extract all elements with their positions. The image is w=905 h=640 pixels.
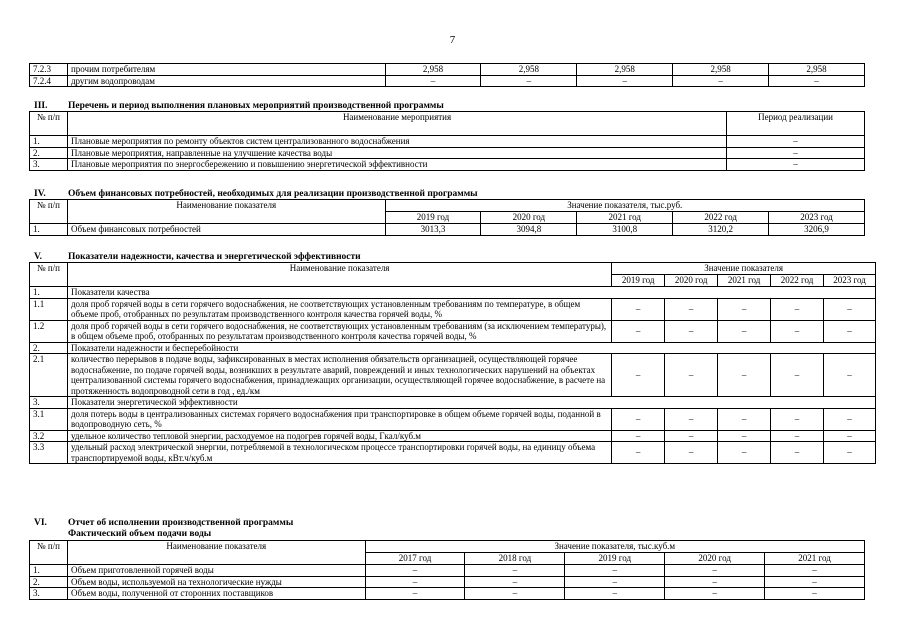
section4-header-num: № п/п [30, 200, 68, 224]
row-number: 3. [30, 397, 68, 409]
row-value: – [565, 588, 665, 600]
table-row [30, 442, 876, 464]
row-number: 3.3 [30, 442, 68, 464]
row-name: другим водопроводам [67, 75, 385, 87]
table-row [30, 64, 865, 76]
row-value: 3206,9 [769, 224, 865, 236]
year-header: 2021 год [718, 275, 771, 287]
row-value: 3120,2 [673, 224, 769, 236]
row-value: – [771, 354, 824, 397]
year-header: 2022 год [673, 212, 769, 224]
row-value: – [465, 576, 565, 588]
row-number: 3.2 [30, 430, 68, 442]
row-number: 2. [30, 147, 68, 159]
row-period: – [727, 136, 865, 148]
row-value: – [465, 565, 565, 577]
group-name: Показатели качества [67, 287, 875, 299]
row-number: 1.1 [30, 298, 68, 320]
row-number: 3. [30, 588, 68, 600]
row-value: – [718, 408, 771, 430]
section3-heading [34, 101, 444, 111]
row-value: – [718, 430, 771, 442]
year-header: 2017 год [365, 553, 465, 565]
section5-heading [34, 252, 361, 262]
row-name: Плановые мероприятия, направленные на улучшение качества воды [67, 147, 726, 159]
row-value: – [612, 430, 665, 442]
row-number: 1. [30, 565, 68, 577]
table-row [30, 576, 865, 588]
row-name: Объем воды, полученной от сторонних поставщиков [67, 588, 365, 600]
section5-title: Показатели надежности, качества и энергетической эффективности [68, 252, 361, 262]
row-value: 3013,3 [385, 224, 481, 236]
group-row [30, 287, 876, 299]
row-value: – [718, 354, 771, 397]
table-row [30, 224, 865, 236]
row-name: прочим потребителям [67, 64, 385, 76]
row-period: – [727, 159, 865, 171]
row-name: удельное количество тепловой энергии, расходуемое на подогрев горячей воды, Гкал/куб.м [67, 430, 611, 442]
section5-number: V. [34, 252, 43, 262]
row-value: 3094,8 [481, 224, 577, 236]
group-name: Показатели надежности и бесперебойности [67, 342, 875, 354]
row-value: – [612, 298, 665, 320]
year-header: 2021 год [765, 553, 865, 565]
section6-table [29, 540, 865, 600]
row-value: – [665, 298, 718, 320]
row-value: – [385, 75, 481, 87]
row-number: 1.2 [30, 320, 68, 342]
row-value: – [481, 75, 577, 87]
section4-header-value: Значение показателя, тыс.руб. [385, 200, 864, 212]
year-header: 2021 год [577, 212, 673, 224]
section3-header-name: Наименование мероприятия [67, 112, 726, 136]
row-number: 1. [30, 136, 68, 148]
year-header: 2020 год [665, 275, 718, 287]
row-number: 7.2.4 [30, 75, 68, 87]
year-header: 2020 год [665, 553, 765, 565]
row-value: – [718, 442, 771, 464]
year-header: 2023 год [824, 275, 876, 287]
row-value: – [771, 430, 824, 442]
table-row [30, 136, 865, 148]
section3-title: Перечень и период выполнения плановых мероприятий производственной программы [68, 101, 444, 111]
row-value: 2,958 [577, 64, 673, 76]
row-value: – [718, 298, 771, 320]
row-period: – [727, 147, 865, 159]
row-value: – [465, 588, 565, 600]
row-value: – [765, 565, 865, 577]
table-row [30, 159, 865, 171]
row-name: Объем воды, используемой на технологические нужды [67, 576, 365, 588]
row-number: 2.1 [30, 354, 68, 397]
row-value: – [565, 565, 665, 577]
row-value: – [612, 408, 665, 430]
page-number: 7 [449, 34, 456, 46]
section5-header-name: Наименование показателя [67, 263, 611, 287]
section6-heading [34, 518, 293, 528]
row-value: – [673, 75, 769, 87]
top-table [29, 63, 865, 87]
row-value: – [365, 588, 465, 600]
year-header: 2019 год [612, 275, 665, 287]
row-value: – [771, 442, 824, 464]
row-name: доля потерь воды в централизованных системах горячего водоснабжения при транспортировке в общем объеме горячей воды, поданной в водопроводную сеть, % [67, 408, 611, 430]
section4-title: Объем финансовых потребностей, необходимых для реализации производственной программы [68, 189, 478, 199]
year-header: 2019 год [565, 553, 665, 565]
year-header: 2018 год [465, 553, 565, 565]
section4-header-name: Наименование показателя [67, 200, 385, 224]
section6-header-name: Наименование показателя [67, 541, 365, 565]
year-header: 2019 год [385, 212, 481, 224]
row-value: – [824, 320, 876, 342]
section5-header-value: Значение показателя [612, 263, 876, 275]
row-value: – [565, 576, 665, 588]
section4-number: IV. [34, 189, 46, 199]
row-name: доля проб горячей воды в сети горячего водоснабжения, не соответствующих установленным требованиям (за исключением температуры), в общем объеме проб, отобранных по результатам производственного контроля качества горячей воды, % [67, 320, 611, 342]
row-value: – [577, 75, 673, 87]
group-row [30, 397, 876, 409]
row-value: – [365, 565, 465, 577]
section5-header-num: № п/п [30, 263, 68, 287]
row-value: 2,958 [769, 64, 865, 76]
row-value: – [824, 408, 876, 430]
row-value: – [665, 442, 718, 464]
row-number: 1. [30, 287, 68, 299]
section3-header-period: Период реализации [727, 112, 865, 136]
table-row [30, 430, 876, 442]
section6-number: VI. [34, 518, 47, 528]
year-header: 2023 год [769, 212, 865, 224]
row-number: 3. [30, 159, 68, 171]
row-value: – [824, 442, 876, 464]
section3-header-num: № п/п [30, 112, 68, 136]
row-value: – [612, 320, 665, 342]
row-value: – [665, 576, 765, 588]
table-row [30, 320, 876, 342]
row-number: 3.1 [30, 408, 68, 430]
row-value: – [665, 565, 765, 577]
group-name: Показатели энергетической эффективности [67, 397, 875, 409]
section5-table [29, 262, 876, 464]
table-row [30, 354, 876, 397]
year-header: 2022 год [771, 275, 824, 287]
row-name: удельный расход электрической энергии, потребляемой в технологическом процессе транспортировки горячей воды, на единицу объема транспортируемой воды, кВт.ч/куб.м [67, 442, 611, 464]
table-row [30, 588, 865, 600]
row-value: 3100,8 [577, 224, 673, 236]
row-value: – [765, 588, 865, 600]
row-value: – [771, 298, 824, 320]
row-value: – [765, 576, 865, 588]
row-value: 2,958 [385, 64, 481, 76]
row-number: 1. [30, 224, 68, 236]
row-value: – [365, 576, 465, 588]
row-value: – [771, 408, 824, 430]
row-number: 7.2.3 [30, 64, 68, 76]
row-number: 2. [30, 576, 68, 588]
row-value: – [665, 408, 718, 430]
row-name: Объем приготовленной горячей воды [67, 565, 365, 577]
row-name: Плановые мероприятия по ремонту объектов систем централизованного водоснабжения [67, 136, 726, 148]
table-row [30, 298, 876, 320]
section6-title: Отчет об исполнении производственной программы [68, 518, 294, 528]
row-value: – [718, 320, 771, 342]
table-row [30, 565, 865, 577]
table-row [30, 408, 876, 430]
row-value: – [824, 430, 876, 442]
section3-number: III. [34, 101, 48, 111]
row-value: – [769, 75, 865, 87]
table-row [30, 75, 865, 87]
section3-table [29, 111, 865, 171]
section6-header-value: Значение показателя, тыс.куб.м [365, 541, 864, 553]
row-value: – [612, 442, 665, 464]
row-value: – [665, 354, 718, 397]
group-row [30, 342, 876, 354]
section6-header-num: № п/п [30, 541, 68, 565]
row-value: 2,958 [673, 64, 769, 76]
row-value: – [612, 354, 665, 397]
row-name: Плановые мероприятия по энергосбережению и повышению энергетической эффективности [67, 159, 726, 171]
year-header: 2020 год [481, 212, 577, 224]
row-number: 2. [30, 342, 68, 354]
section6-subtitle: Фактический объем подачи воды [68, 529, 212, 539]
row-name: Объем финансовых потребностей [67, 224, 385, 236]
section4-heading [34, 189, 478, 199]
row-value: 2,958 [481, 64, 577, 76]
row-value: – [824, 298, 876, 320]
row-value: – [824, 354, 876, 397]
row-name: доля проб горячей воды в сети горячего водоснабжения, не соответствующих установленным требованиям по температуре, в общем объеме проб, отобранных по результатам производственного контроля качества горячей воды, % [67, 298, 611, 320]
row-value: – [771, 320, 824, 342]
table-row [30, 147, 865, 159]
row-value: – [665, 588, 765, 600]
row-value: – [665, 320, 718, 342]
row-value: – [665, 430, 718, 442]
row-name: количество перерывов в подаче воды, зафиксированных в местах исполнения обязательств организацией, осуществляющей горячее водоснабжение, по подаче горячей воды, возникших в результате аварий, повреждений и иных технологических нарушений на объектах централизованной системы горячего водоснабжения, принадлежащих организации, осуществляющей горячее водоснабжение, в расчете на протяженность водопроводной сети в год , ед./км [67, 354, 611, 397]
section4-table [29, 199, 865, 236]
